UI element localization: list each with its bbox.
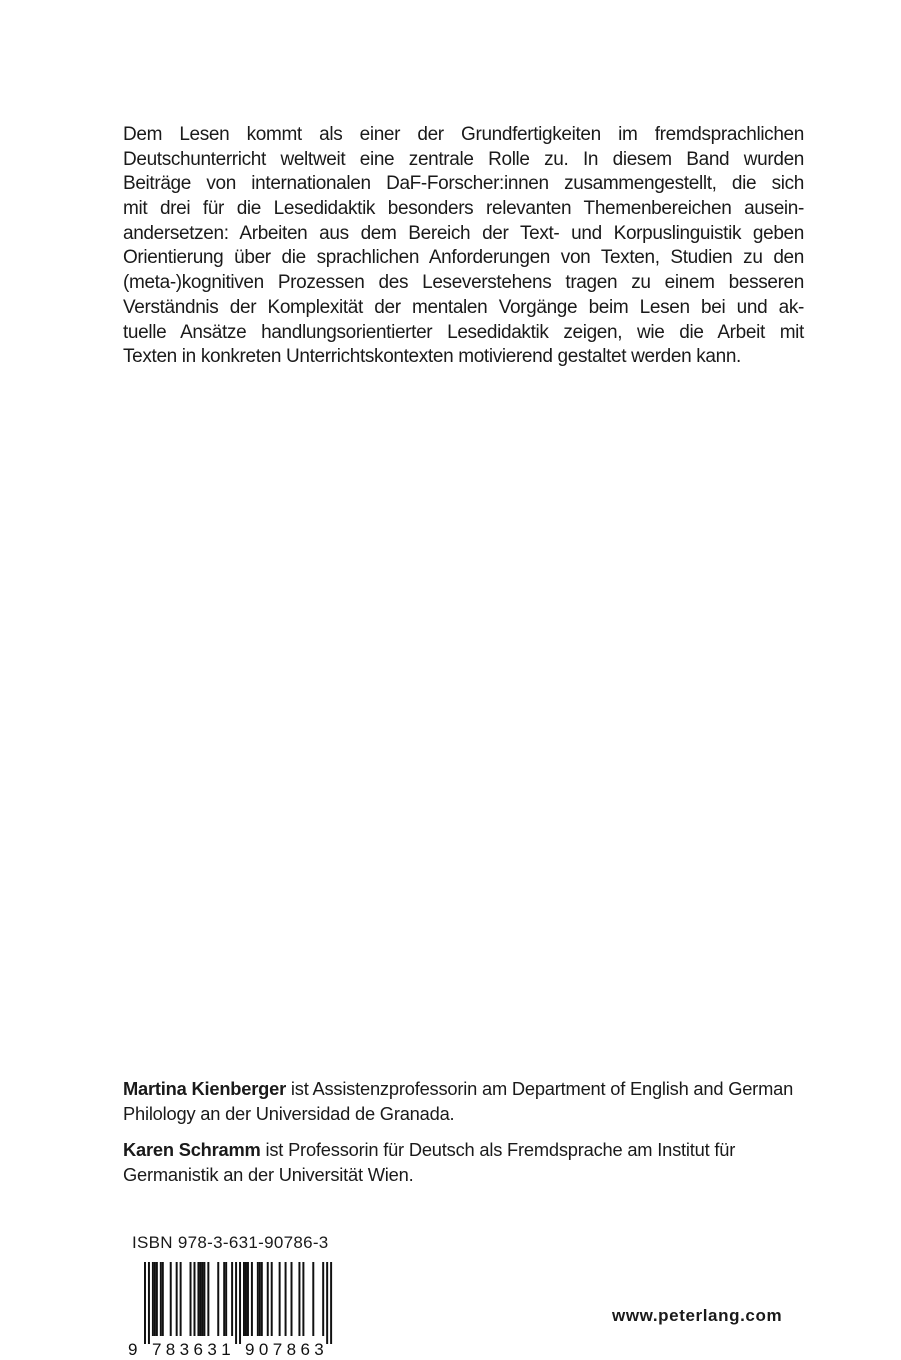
barcode-digit: 3 bbox=[179, 1340, 190, 1358]
barcode-digit: 0 bbox=[258, 1340, 269, 1358]
barcode-bar bbox=[152, 1262, 154, 1336]
barcode-bar bbox=[239, 1262, 241, 1344]
barcode-digit: 8 bbox=[286, 1340, 297, 1358]
barcode-bar bbox=[223, 1262, 225, 1336]
barcode-bar bbox=[298, 1262, 300, 1336]
barcode-bar bbox=[154, 1262, 156, 1336]
editor-bio bbox=[123, 1077, 813, 1126]
barcode-bar bbox=[312, 1262, 314, 1336]
editor-bio bbox=[123, 1138, 813, 1187]
barcode-digit: 7 bbox=[151, 1340, 162, 1358]
barcode-bar bbox=[225, 1262, 227, 1336]
barcode-digit: 3 bbox=[314, 1340, 324, 1358]
barcode-bar bbox=[261, 1262, 263, 1336]
barcode-bar bbox=[235, 1262, 237, 1344]
barcode-bar bbox=[231, 1262, 233, 1336]
barcode-bar bbox=[302, 1262, 304, 1336]
barcode-bar bbox=[170, 1262, 172, 1336]
barcode-digit: 1 bbox=[221, 1340, 231, 1358]
editor-name: Karen Schramm bbox=[123, 1139, 261, 1160]
publisher-url: www.peterlang.com bbox=[612, 1306, 783, 1325]
barcode-digit: 9 bbox=[128, 1340, 138, 1358]
barcode-digit: 7 bbox=[272, 1340, 283, 1358]
barcode-digit: 6 bbox=[300, 1340, 310, 1358]
isbn-label: ISBN 978-3-631-90786-3 bbox=[132, 1233, 329, 1252]
barcode-bar bbox=[291, 1262, 293, 1336]
editor-description: ist Assistenzprofessorin am Department of English and German Philology an der Universidad de Granada. bbox=[123, 1078, 794, 1124]
barcode-bar bbox=[194, 1262, 196, 1336]
barcode-bar bbox=[156, 1262, 158, 1336]
blurb-line: (meta-)kognitiven Prozessen des Leseverstehens tragen zu einem besseren bbox=[123, 272, 804, 294]
barcode-digit: 9 bbox=[245, 1340, 255, 1358]
barcode-bar bbox=[190, 1262, 192, 1336]
barcode-bar bbox=[217, 1262, 219, 1336]
blurb-line: Verständnis der Komplexität der mentalen Vorgänge beim Lesen bei und ak- bbox=[123, 296, 804, 318]
barcode-bar bbox=[326, 1262, 328, 1344]
blurb-line: Dem Lesen kommt als einer der Grundfertigkeiten im fremdsprachlichen bbox=[123, 124, 804, 145]
blurb-line: mit drei für die Lesedidaktik besonders relevanten Themenbereichen ausein- bbox=[123, 198, 804, 220]
barcode-bar bbox=[207, 1262, 209, 1336]
editor-name: Martina Kienberger bbox=[123, 1078, 287, 1099]
barcode-bar bbox=[259, 1262, 261, 1336]
barcode-bar bbox=[203, 1262, 205, 1336]
barcode-bar bbox=[162, 1262, 164, 1336]
barcode-bar bbox=[267, 1262, 269, 1336]
isbn-barcode bbox=[125, 1258, 345, 1358]
barcode-bar bbox=[279, 1262, 281, 1336]
barcode-bar bbox=[285, 1262, 287, 1336]
barcode-digit: 3 bbox=[207, 1340, 217, 1358]
barcode-bar bbox=[197, 1262, 199, 1336]
barcode-bar bbox=[243, 1262, 245, 1336]
barcode-bar bbox=[144, 1262, 146, 1344]
blurb-line: tuelle Ansätze handlungsorientierter Lesedidaktik zeigen, wie die Arbeit mit bbox=[123, 321, 804, 343]
blurb-line: Deutschunterricht weltweit eine zentrale Rolle zu. In diesem Band wurden bbox=[123, 148, 804, 170]
blurb-line: Beiträge von internationalen DaF-Forscher:innen zusammengestellt, die sich bbox=[123, 173, 804, 195]
barcode-bar bbox=[176, 1262, 178, 1336]
blurb-line: Texten in konkreten Unterrichtskontexten motivierend gestaltet werden kann. bbox=[123, 346, 741, 368]
barcode-bar bbox=[148, 1262, 150, 1344]
barcode-bar bbox=[247, 1262, 249, 1336]
barcode-digit: 8 bbox=[165, 1340, 176, 1358]
barcode-digit: 6 bbox=[193, 1340, 203, 1358]
barcode-bar bbox=[271, 1262, 273, 1336]
editor-description: ist Professorin für Deutsch als Fremdsprache am Institut für Germanistik an der Universität Wien. bbox=[123, 1139, 736, 1185]
barcode-bar bbox=[257, 1262, 259, 1336]
blurb-text bbox=[123, 123, 804, 370]
barcode-bar bbox=[180, 1262, 182, 1336]
barcode-bar bbox=[199, 1262, 201, 1336]
blurb-line: Orientierung über die sprachlichen Anforderungen von Texten, Studien zu den bbox=[123, 247, 804, 269]
barcode-bar bbox=[322, 1262, 324, 1336]
barcode-bar bbox=[160, 1262, 162, 1336]
barcode-bar bbox=[245, 1262, 247, 1336]
barcode-bar bbox=[330, 1262, 332, 1344]
blurb-line: andersetzen: Arbeiten aus dem Bereich der Text- und Korpuslinguistik geben bbox=[123, 222, 804, 244]
barcode-bar bbox=[201, 1262, 203, 1336]
barcode-bar bbox=[251, 1262, 253, 1336]
